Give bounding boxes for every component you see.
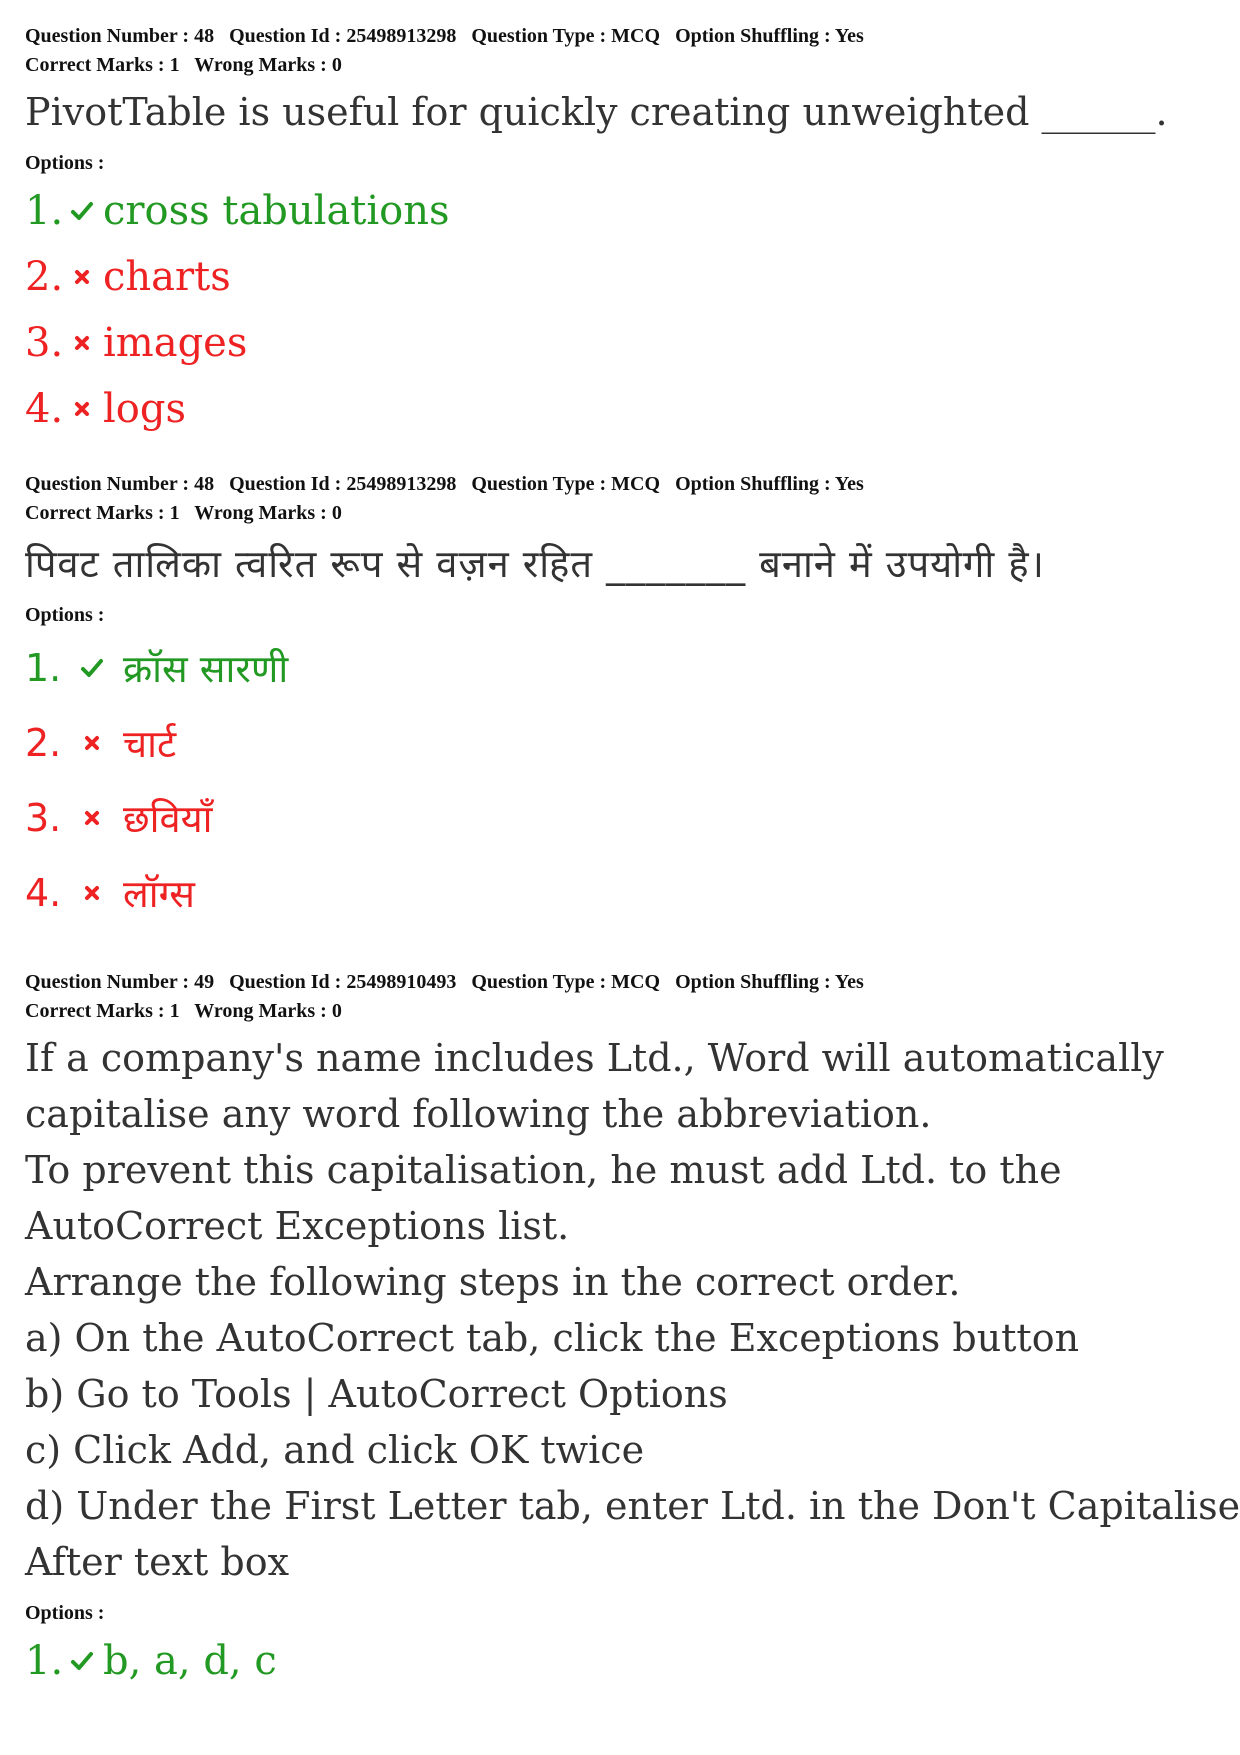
question-type: Question Type : MCQ <box>471 25 661 47</box>
wrong-marks: Wrong Marks : 0 <box>194 1000 342 1022</box>
question-number: Question Number : 48 <box>25 473 215 495</box>
cross-mark-icon <box>69 264 95 290</box>
option-text: images <box>103 320 248 366</box>
option-3 <box>25 310 1225 376</box>
cross-mark-icon <box>69 396 95 422</box>
marks-line <box>25 997 1225 1026</box>
question-number: Question Number : 49 <box>25 971 215 993</box>
question-text-line: b) Go to Tools | AutoCorrect Options <box>25 1372 728 1416</box>
correct-marks: Correct Marks : 1 <box>25 54 180 76</box>
option-number: 4. <box>25 870 62 915</box>
option-text: b, a, d, c <box>103 1638 277 1684</box>
option-1 <box>25 630 1225 705</box>
option-2 <box>25 705 1225 780</box>
option-shuffling: Option Shuffling : Yes <box>675 25 864 47</box>
cross-mark-icon <box>79 730 105 756</box>
cross-mark-icon <box>69 330 95 356</box>
option-text: क्रॉस सारणी <box>123 646 289 691</box>
question-id: Question Id : 25498910493 <box>229 971 457 993</box>
option-1 <box>25 1628 1225 1694</box>
options-label: Options : <box>25 152 105 174</box>
marks-line <box>25 51 1225 80</box>
options-label: Options : <box>25 1602 105 1624</box>
option-number: 3. <box>25 320 64 366</box>
question-block-49 <box>25 968 1240 1694</box>
question-text-line: To prevent this capitalisation, he must add Ltd. to the <box>25 1148 1062 1192</box>
question-text: PivotTable is useful for quickly creating unweighted ______. <box>25 90 1168 134</box>
option-text: छवियाँ <box>123 796 213 841</box>
question-block-48-hi <box>25 470 1225 930</box>
question-text-line: d) Under the First Letter tab, enter Ltd. in the Don't Capitalise <box>25 1484 1240 1528</box>
question-text: पिवट तालिका त्वरित रूप से वज़न रहित _______ बनाने में उपयोगी है। <box>25 542 1045 586</box>
cross-mark-icon <box>79 880 105 906</box>
question-type: Question Type : MCQ <box>471 971 661 993</box>
option-number: 2. <box>25 720 62 765</box>
correct-marks: Correct Marks : 1 <box>25 502 180 524</box>
option-4 <box>25 855 1225 930</box>
question-text-line: AutoCorrect Exceptions list. <box>25 1204 570 1248</box>
question-text-line: a) On the AutoCorrect tab, click the Exceptions button <box>25 1316 1080 1360</box>
question-text-line: If a company's name includes Ltd., Word will automatically <box>25 1036 1164 1080</box>
question-text-line: After text box <box>25 1540 290 1584</box>
option-3 <box>25 780 1225 855</box>
option-text: cross tabulations <box>103 188 450 234</box>
option-text: logs <box>103 386 187 432</box>
question-number: Question Number : 48 <box>25 25 215 47</box>
question-meta-line <box>25 968 1225 997</box>
question-meta-line <box>25 22 1225 51</box>
wrong-marks: Wrong Marks : 0 <box>194 502 342 524</box>
option-text: लॉग्स <box>123 871 195 916</box>
marks-line <box>25 499 1225 528</box>
option-number: 1. <box>25 645 62 690</box>
option-text: चार्ट <box>123 721 177 766</box>
cross-mark-icon <box>79 805 105 831</box>
question-text-line: c) Click Add, and click OK twice <box>25 1428 645 1472</box>
option-2 <box>25 244 1225 310</box>
option-number: 1. <box>25 1638 64 1684</box>
option-shuffling: Option Shuffling : Yes <box>675 971 864 993</box>
check-mark-icon <box>69 1648 95 1674</box>
question-id: Question Id : 25498913298 <box>229 473 457 495</box>
question-text-line: capitalise any word following the abbreviation. <box>25 1092 932 1136</box>
check-mark-icon <box>69 198 95 224</box>
question-text <box>25 1030 1240 1590</box>
option-number: 4. <box>25 386 64 432</box>
option-4 <box>25 376 1225 442</box>
option-number: 1. <box>25 188 64 234</box>
option-text: charts <box>103 254 231 300</box>
wrong-marks: Wrong Marks : 0 <box>194 54 342 76</box>
question-block-48-en <box>25 22 1225 442</box>
option-number: 2. <box>25 254 64 300</box>
correct-marks: Correct Marks : 1 <box>25 1000 180 1022</box>
question-id: Question Id : 25498913298 <box>229 25 457 47</box>
option-1 <box>25 178 1225 244</box>
question-type: Question Type : MCQ <box>471 473 661 495</box>
check-mark-icon <box>79 655 105 681</box>
question-text-line: Arrange the following steps in the correct order. <box>25 1260 961 1304</box>
option-number: 3. <box>25 795 62 840</box>
question-meta-line <box>25 470 1225 499</box>
option-shuffling: Option Shuffling : Yes <box>675 473 864 495</box>
options-label: Options : <box>25 604 105 626</box>
